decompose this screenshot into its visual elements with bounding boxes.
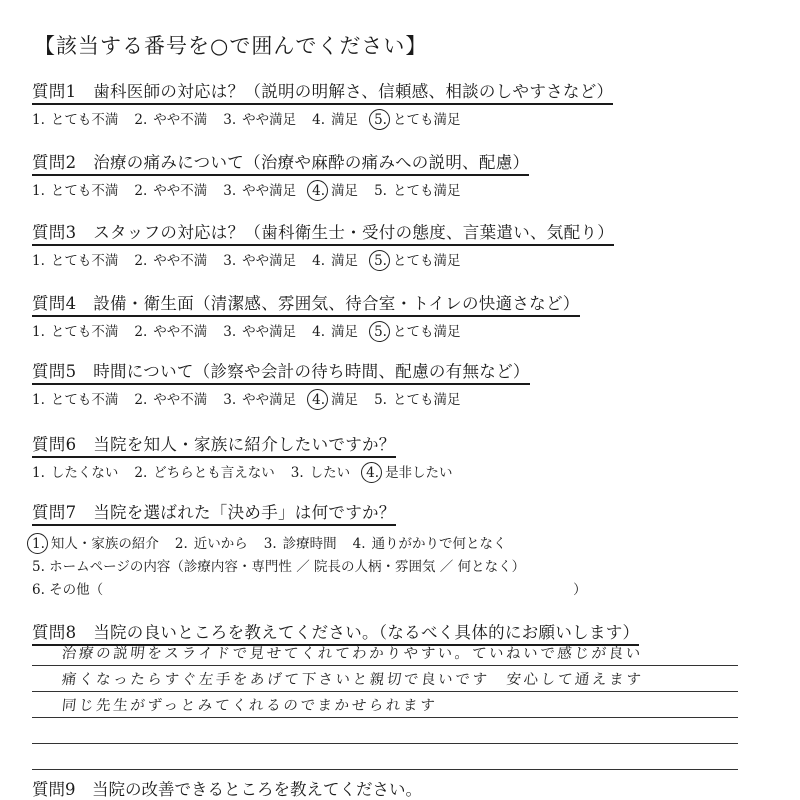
answer-options: [32, 389, 530, 407]
option-number: 5.: [374, 392, 387, 408]
option-number: 3.: [223, 253, 237, 269]
option-label: とても満足: [392, 253, 461, 269]
question-2: [32, 149, 529, 198]
option[interactable]: [312, 108, 358, 128]
option-number: 5.: [374, 253, 387, 269]
option-number: 2.: [134, 392, 148, 408]
option-label: やや満足: [242, 183, 297, 199]
option-label: 5. ホームページの内容（診療内容・専門性 ／ 院長の人柄・雰囲気 ／ 何となく）: [32, 558, 526, 575]
option-selected[interactable]: [312, 179, 358, 199]
option-label: 6. その他（: [32, 581, 104, 598]
option-label: 近いから: [193, 535, 248, 552]
question-heading: 質問5 時間について（診察や会計の待ち時間、配慮の有無など）: [32, 358, 530, 385]
option[interactable]: [223, 320, 296, 340]
question-5: [32, 358, 530, 407]
option-label: とても満足: [392, 324, 461, 340]
option[interactable]: [223, 108, 296, 128]
option-number: 3.: [223, 392, 237, 408]
writing-line: [32, 640, 738, 666]
option-label: 満足: [331, 183, 359, 199]
option-number: 2.: [134, 253, 148, 269]
option[interactable]: [353, 532, 507, 552]
option-row: [32, 530, 587, 553]
option-label: やや満足: [242, 324, 297, 340]
answer-options: [32, 250, 614, 268]
option-selected[interactable]: [366, 461, 452, 481]
option-label: とても不満: [50, 324, 119, 340]
option[interactable]: [312, 320, 358, 340]
option-number: 1.: [32, 253, 45, 269]
option[interactable]: [175, 532, 248, 552]
option-number: 4.: [312, 183, 326, 199]
option[interactable]: [134, 108, 207, 128]
question-3: [32, 219, 614, 268]
answer-options: [32, 321, 580, 339]
option-number: 4.: [366, 465, 380, 481]
question-heading: 質問1 歯科医師の対応は？（説明の明解さ、信頼感、相談のしやすさなど）: [32, 78, 613, 105]
option[interactable]: [223, 249, 296, 269]
option-number: 4.: [312, 392, 326, 408]
option-number: 1.: [32, 392, 45, 408]
question-heading: 質問7 当院を選ばれた「決め手」は何ですか？: [32, 499, 396, 526]
writing-line: [32, 666, 738, 692]
question-9-heading: 質問9 当院の改善できるところを教えてください。: [32, 780, 422, 799]
option-number: 4.: [312, 253, 326, 269]
question-heading: 質問4 設備・衛生面（清潔感、雰囲気、待合室・トイレの快適さなど）: [32, 290, 580, 317]
option-number: 4.: [312, 112, 326, 128]
option-label: 満足: [331, 392, 359, 408]
option-number: 3.: [223, 183, 237, 199]
option-number: 3.: [290, 465, 304, 481]
option-number: 2.: [134, 183, 148, 199]
option-label: とても不満: [50, 183, 119, 199]
writing-line: [32, 744, 738, 770]
option[interactable]: [223, 388, 296, 408]
option-label: 知人・家族の紹介: [50, 535, 159, 552]
option-number: 4.: [352, 535, 366, 552]
option-number: 1.: [32, 112, 45, 128]
option-label: やや不満: [153, 112, 208, 128]
option[interactable]: [134, 179, 207, 199]
option-label: したくない: [50, 465, 119, 481]
option-label: 是非したい: [385, 465, 453, 481]
option-number: 1.: [32, 465, 45, 481]
writing-line: [32, 692, 738, 718]
option[interactable]: [374, 388, 460, 408]
question-heading: 質問8 当院の良いところを教えてください。（なるべく具体的にお願いします）: [32, 619, 639, 646]
option[interactable]: [134, 320, 207, 340]
option-label: やや満足: [242, 392, 297, 408]
question-4: [32, 290, 580, 339]
option-number: 2.: [134, 465, 148, 481]
option[interactable]: [291, 461, 350, 481]
page-title: 【該当する番号を○で囲んでください】: [34, 34, 428, 58]
option-label: とても不満: [50, 392, 119, 408]
option[interactable]: [32, 179, 118, 199]
option-label: とても満足: [392, 392, 461, 408]
option[interactable]: [312, 249, 358, 269]
option-label: 通りがかりで何となく: [371, 535, 507, 552]
answer-options: [32, 530, 587, 599]
question-1: [32, 78, 613, 127]
option-selected[interactable]: [374, 249, 460, 269]
option-label: やや満足: [242, 112, 297, 128]
option[interactable]: [32, 249, 118, 269]
handwritten-answer: 同じ先生がずっとみてくれるのでまかせられます: [61, 698, 439, 714]
answer-options: [32, 109, 613, 127]
option[interactable]: [32, 320, 118, 340]
option[interactable]: [134, 461, 274, 481]
option-number: 1.: [32, 535, 45, 552]
question-heading: 質問2 治療の痛みについて（治療や麻酔の痛みへの説明、配慮）: [32, 149, 529, 176]
option-number: 5.: [374, 112, 387, 128]
option-number: 2.: [174, 535, 188, 552]
option-number: 1.: [32, 183, 45, 199]
option[interactable]: [374, 179, 460, 199]
option-label: 満足: [331, 253, 359, 269]
option-label: やや満足: [242, 253, 297, 269]
question-6: [32, 431, 469, 480]
option-label: とても満足: [392, 183, 461, 199]
option[interactable]: [32, 461, 118, 481]
answer-lines: [32, 640, 738, 770]
option-label: 満足: [331, 324, 359, 340]
option-selected[interactable]: [374, 320, 460, 340]
option-label: したい: [309, 465, 351, 481]
option[interactable]: [223, 179, 296, 199]
option-row: [32, 553, 587, 576]
option-number: 5.: [374, 183, 387, 199]
option-label: やや不満: [153, 324, 208, 340]
option-number: 2.: [134, 324, 148, 340]
option-number: 2.: [134, 112, 148, 128]
option-number: 4.: [312, 324, 326, 340]
option-label: とても不満: [50, 112, 119, 128]
answer-options: [32, 180, 529, 198]
option-number: 1.: [32, 324, 45, 340]
option-label: ）: [573, 581, 587, 598]
option-label: とても満足: [392, 112, 461, 128]
option-row: [32, 576, 587, 599]
option-number: 3.: [263, 535, 277, 552]
question-heading: 質問6 当院を知人・家族に紹介したいですか？: [32, 431, 396, 458]
option-label: 診療時間: [282, 535, 337, 552]
option[interactable]: [264, 532, 337, 552]
answer-options: [32, 462, 469, 480]
handwritten-answer: 治療の説明をスライドで見せてくれてわかりやすい。ていねいで感じが良い: [61, 646, 644, 662]
question-heading: 質問3 スタッフの対応は？（歯科衛生士・受付の態度、言葉遣い、気配り）: [32, 219, 614, 246]
option-label: やや不満: [153, 392, 208, 408]
option[interactable]: [134, 388, 207, 408]
option-label: やや不満: [153, 183, 208, 199]
writing-line: [32, 718, 738, 744]
option[interactable]: [32, 108, 118, 128]
option-number: 3.: [223, 112, 237, 128]
option-selected[interactable]: [32, 532, 159, 552]
option[interactable]: [32, 388, 118, 408]
option-label: どちらとも言えない: [153, 465, 275, 481]
handwritten-answer: 痛くなったらすぐ左手をあげて下さいと親切で良いです 安心して通えます: [61, 672, 645, 688]
option-label: 満足: [331, 112, 359, 128]
option-selected[interactable]: [374, 108, 460, 128]
question-7: [32, 499, 587, 599]
option-number: 3.: [223, 324, 237, 340]
option-number: 5.: [374, 324, 387, 340]
option-selected[interactable]: [312, 388, 358, 408]
option-label: とても不満: [50, 253, 119, 269]
option-label: やや不満: [153, 253, 208, 269]
option[interactable]: [134, 249, 207, 269]
